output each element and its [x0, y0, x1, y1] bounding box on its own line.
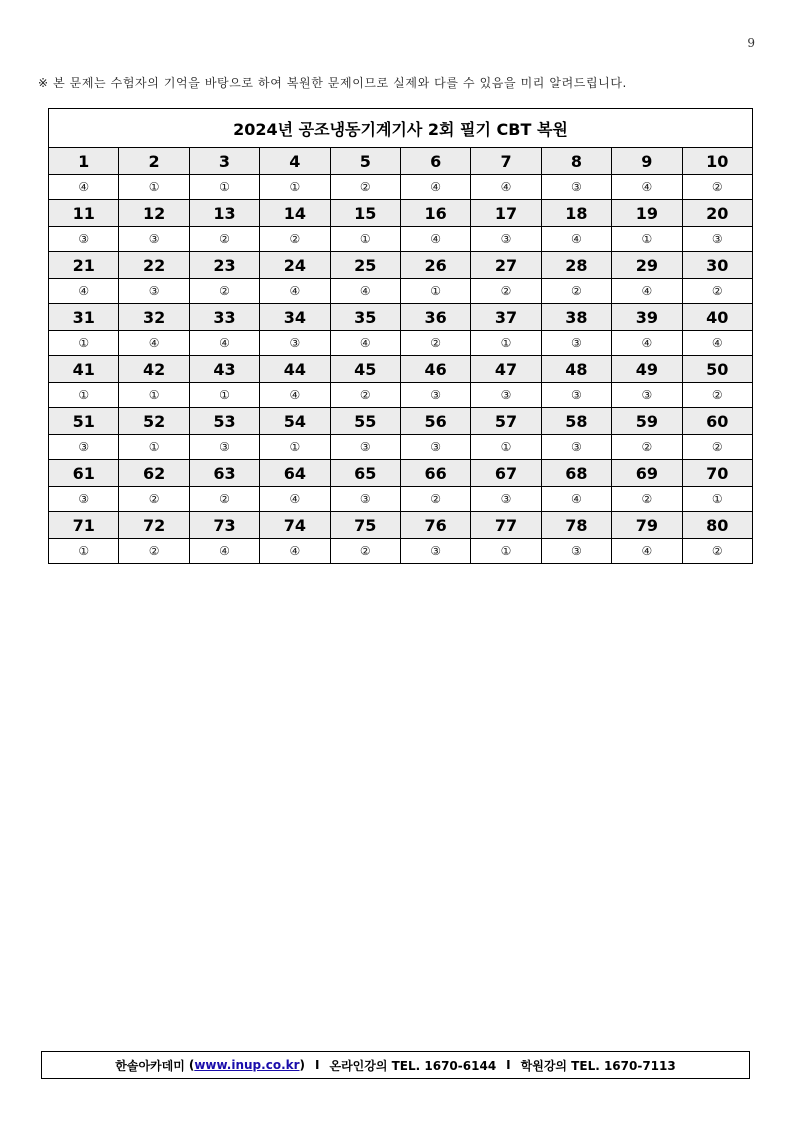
answer-cell: ④: [330, 331, 400, 356]
question-number-row: [49, 408, 753, 435]
answer-cell: ③: [471, 383, 541, 408]
question-number-cell: 37: [471, 304, 541, 331]
answer-cell: ①: [119, 175, 189, 200]
answer-cell: ②: [330, 175, 400, 200]
question-number-cell: 41: [49, 356, 119, 383]
answer-cell: ④: [260, 539, 330, 564]
question-number-cell: 28: [541, 252, 611, 279]
question-number-cell: 70: [682, 460, 752, 487]
question-number-cell: 72: [119, 512, 189, 539]
answer-table: [48, 108, 753, 564]
question-number-row: [49, 252, 753, 279]
answer-cell: ①: [400, 279, 470, 304]
answer-cell: ①: [119, 435, 189, 460]
question-number-cell: 3: [189, 148, 259, 175]
answer-cell: ④: [612, 539, 682, 564]
question-number-cell: 36: [400, 304, 470, 331]
question-number-cell: 15: [330, 200, 400, 227]
question-number-cell: 62: [119, 460, 189, 487]
question-number-cell: 52: [119, 408, 189, 435]
question-number-cell: 2: [119, 148, 189, 175]
answer-cell: ③: [189, 435, 259, 460]
question-number-cell: 35: [330, 304, 400, 331]
answer-cell: ④: [400, 175, 470, 200]
question-number-cell: 22: [119, 252, 189, 279]
website-link[interactable]: www.inup.co.kr: [194, 1058, 300, 1072]
answer-cell: ②: [119, 539, 189, 564]
question-number-cell: 75: [330, 512, 400, 539]
question-number-cell: 6: [400, 148, 470, 175]
answer-cell: ④: [119, 331, 189, 356]
question-number-cell: 9: [612, 148, 682, 175]
answer-cell: ②: [189, 487, 259, 512]
answer-cell: ①: [612, 227, 682, 252]
answer-cell: ④: [612, 279, 682, 304]
answer-cell: ①: [189, 383, 259, 408]
answer-row: [49, 331, 753, 356]
answer-cell: ①: [49, 539, 119, 564]
question-number-cell: 50: [682, 356, 752, 383]
question-number-cell: 65: [330, 460, 400, 487]
answer-cell: ③: [49, 435, 119, 460]
question-number-cell: 48: [541, 356, 611, 383]
question-number-cell: 45: [330, 356, 400, 383]
question-number-cell: 49: [612, 356, 682, 383]
question-number-cell: 13: [189, 200, 259, 227]
answer-cell: ①: [682, 487, 752, 512]
question-number-cell: 63: [189, 460, 259, 487]
question-number-cell: 10: [682, 148, 752, 175]
question-number-cell: 47: [471, 356, 541, 383]
answer-cell: ③: [49, 487, 119, 512]
answer-cell: ②: [189, 279, 259, 304]
question-number-cell: 38: [541, 304, 611, 331]
answer-cell: ③: [541, 383, 611, 408]
answer-cell: ②: [682, 435, 752, 460]
answer-cell: ④: [330, 279, 400, 304]
answer-cell: ②: [682, 539, 752, 564]
question-number-cell: 51: [49, 408, 119, 435]
question-number-cell: 33: [189, 304, 259, 331]
answer-cell: ④: [260, 487, 330, 512]
answer-cell: ④: [612, 175, 682, 200]
table-title: 2024년 공조냉동기계기사 2회 필기 CBT 복원: [49, 109, 753, 148]
answer-cell: ①: [471, 539, 541, 564]
answer-cell: ②: [330, 383, 400, 408]
answer-cell: ①: [119, 383, 189, 408]
question-number-cell: 7: [471, 148, 541, 175]
page-number: 9: [747, 36, 755, 50]
answer-cell: ②: [400, 487, 470, 512]
answer-cell: ②: [612, 487, 682, 512]
question-number-cell: 64: [260, 460, 330, 487]
question-number-cell: 66: [400, 460, 470, 487]
question-number-cell: 53: [189, 408, 259, 435]
footer-paren-close: ): [299, 1058, 306, 1072]
question-number-cell: 46: [400, 356, 470, 383]
answer-cell: ③: [541, 435, 611, 460]
question-number-row: [49, 304, 753, 331]
answer-cell: ③: [471, 487, 541, 512]
question-number-cell: 68: [541, 460, 611, 487]
answer-cell: ③: [400, 383, 470, 408]
answer-cell: ①: [471, 331, 541, 356]
question-number-cell: 79: [612, 512, 682, 539]
answer-row: [49, 279, 753, 304]
question-number-cell: 57: [471, 408, 541, 435]
question-number-cell: 42: [119, 356, 189, 383]
question-number-row: [49, 356, 753, 383]
answer-cell: ④: [400, 227, 470, 252]
question-number-cell: 16: [400, 200, 470, 227]
answer-cell: ④: [49, 175, 119, 200]
answer-cell: ①: [260, 175, 330, 200]
answer-cell: ②: [471, 279, 541, 304]
question-number-cell: 43: [189, 356, 259, 383]
answer-cell: ④: [49, 279, 119, 304]
footer-separator: I: [506, 1058, 511, 1072]
answer-cell: ③: [541, 175, 611, 200]
question-number-cell: 59: [612, 408, 682, 435]
answer-cell: ③: [400, 539, 470, 564]
answer-cell: ①: [330, 227, 400, 252]
notice-text: ※ 본 문제는 수험자의 기억을 바탕으로 하여 복원한 문제이므로 실제와 다를 수 있음을 미리 알려드립니다.: [38, 76, 627, 90]
answer-cell: ②: [612, 435, 682, 460]
footer: [41, 1051, 750, 1079]
question-number-cell: 14: [260, 200, 330, 227]
question-number-cell: 25: [330, 252, 400, 279]
question-number-row: [49, 460, 753, 487]
question-number-cell: 69: [612, 460, 682, 487]
question-number-row: [49, 512, 753, 539]
answer-cell: ③: [471, 227, 541, 252]
question-number-row: [49, 148, 753, 175]
question-number-cell: 73: [189, 512, 259, 539]
table-title-row: [49, 109, 753, 148]
answer-cell: ④: [189, 539, 259, 564]
question-number-cell: 61: [49, 460, 119, 487]
question-number-cell: 27: [471, 252, 541, 279]
question-number-cell: 26: [400, 252, 470, 279]
question-number-cell: 19: [612, 200, 682, 227]
question-number-cell: 31: [49, 304, 119, 331]
answer-cell: ④: [541, 227, 611, 252]
footer-online-phone: 온라인강의 TEL. 1670-6144: [329, 1058, 497, 1073]
answer-cell: ①: [471, 435, 541, 460]
question-number-cell: 23: [189, 252, 259, 279]
question-number-cell: 8: [541, 148, 611, 175]
question-number-cell: 12: [119, 200, 189, 227]
answer-cell: ②: [682, 383, 752, 408]
question-number-cell: 78: [541, 512, 611, 539]
answer-cell: ①: [49, 383, 119, 408]
question-number-cell: 58: [541, 408, 611, 435]
question-number-cell: 54: [260, 408, 330, 435]
question-number-cell: 5: [330, 148, 400, 175]
answer-cell: ③: [49, 227, 119, 252]
answer-cell: ②: [260, 227, 330, 252]
answer-cell: ④: [541, 487, 611, 512]
answer-cell: ③: [330, 435, 400, 460]
question-number-cell: 67: [471, 460, 541, 487]
answer-cell: ③: [682, 227, 752, 252]
answer-row: [49, 435, 753, 460]
question-number-cell: 56: [400, 408, 470, 435]
answer-cell: ②: [400, 331, 470, 356]
question-number-cell: 21: [49, 252, 119, 279]
footer-academy: 한솔아카데미: [115, 1058, 185, 1073]
answer-row: [49, 383, 753, 408]
footer-paren-open: (: [188, 1058, 195, 1072]
question-number-cell: 24: [260, 252, 330, 279]
question-number-cell: 40: [682, 304, 752, 331]
answer-cell: ④: [471, 175, 541, 200]
question-number-cell: 71: [49, 512, 119, 539]
answer-cell: ②: [541, 279, 611, 304]
answer-row: [49, 539, 753, 564]
question-number-cell: 60: [682, 408, 752, 435]
question-number-cell: 11: [49, 200, 119, 227]
answer-cell: ③: [541, 331, 611, 356]
question-number-cell: 29: [612, 252, 682, 279]
answer-cell: ②: [330, 539, 400, 564]
answer-cell: ③: [330, 487, 400, 512]
question-number-cell: 1: [49, 148, 119, 175]
question-number-cell: 32: [119, 304, 189, 331]
answer-cell: ④: [189, 331, 259, 356]
answer-cell: ④: [612, 331, 682, 356]
answer-cell: ①: [49, 331, 119, 356]
answer-cell: ②: [119, 487, 189, 512]
question-number-cell: 17: [471, 200, 541, 227]
question-number-cell: 18: [541, 200, 611, 227]
answer-cell: ④: [260, 279, 330, 304]
answer-row: [49, 175, 753, 200]
question-number-cell: 55: [330, 408, 400, 435]
answer-cell: ③: [400, 435, 470, 460]
footer-separator: I: [315, 1058, 320, 1072]
question-number-cell: 44: [260, 356, 330, 383]
answer-cell: ③: [119, 279, 189, 304]
answer-cell: ②: [682, 279, 752, 304]
question-number-row: [49, 200, 753, 227]
answer-cell: ③: [541, 539, 611, 564]
question-number-cell: 4: [260, 148, 330, 175]
answer-row: [49, 227, 753, 252]
answer-cell: ②: [189, 227, 259, 252]
answer-cell: ①: [189, 175, 259, 200]
answer-cell: ③: [119, 227, 189, 252]
answer-cell: ④: [682, 331, 752, 356]
answer-cell: ④: [260, 383, 330, 408]
question-number-cell: 77: [471, 512, 541, 539]
question-number-cell: 39: [612, 304, 682, 331]
answer-cell: ③: [260, 331, 330, 356]
question-number-cell: 34: [260, 304, 330, 331]
question-number-cell: 76: [400, 512, 470, 539]
question-number-cell: 74: [260, 512, 330, 539]
footer-offline-phone: 학원강의 TEL. 1670-7113: [520, 1058, 676, 1073]
answer-cell: ②: [682, 175, 752, 200]
question-number-cell: 20: [682, 200, 752, 227]
answer-cell: ①: [260, 435, 330, 460]
question-number-cell: 80: [682, 512, 752, 539]
question-number-cell: 30: [682, 252, 752, 279]
answer-cell: ③: [612, 383, 682, 408]
answer-row: [49, 487, 753, 512]
